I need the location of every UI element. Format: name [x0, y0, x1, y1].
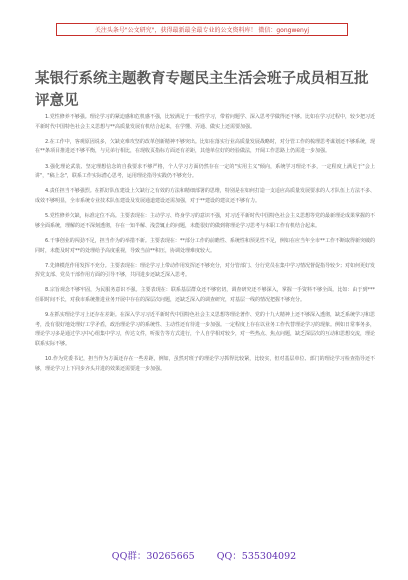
promo-banner-text: 关注头条号"公文研究"，获得最新最全最专业的公文资料库！ 微信：gongwenyj	[94, 27, 310, 34]
paragraph: 1.党性修养不够强。理论学习的紧迫感和危机感不强，比较满足于一般性学习，带着问题学、深入思考学做得还不够。比如在学习过程中，较少把习近平新时代中国特色社会主义思想与**高质量发展有机结合起来，在学懂、弄通、做实上还需要加强。	[35, 114, 375, 130]
paragraph: 10.作为党委书记，担当作为方面还存在一些差距，例如，虽然对班子的理论学习抓得比较紧，比较实，但对基层单位、部门的理论学习检查指导还不够，理论学习上下同步齐头并进的效果还需要进一步加强。	[35, 356, 375, 372]
paragraph: 9.在抓实理论学习上还存在差距。在深入学习习近平新时代中国特色社会主义思想等理论著作、党的十九大精神上还不够深入透彻，缺乏系统学习和思考，没有很好地处理好工学矛盾，政治理论学习的系统性、主动性还有待进一步加强。一定程度上存在以业务工作代替理论学习的现象。例如日常事务多，理论学习多是通过学习中心组集中学习，传达文件，听报告等方式进行，个人自学相对较少，对一些热点、焦点问题，缺乏深层次的互动和思想交流，理论联系实际不够。	[35, 312, 376, 348]
paragraph: 2.在工作中，客观原因说多，欠缺克难攻坚的改革创新精神不够突出。比如在落实行业高质量发展战略时，对分管工作的梳理思考谋划还不够系统，现在**条项目推进还不够平衡，与兄弟行相比，在现收页指标方面还有差距，其他单位好的经验做法，开阔工作思路上仍需进一步加强。	[35, 138, 375, 155]
promo-banner	[56, 23, 348, 36]
paragraph: 7.先锋模范作用发挥不充分。主要表现在：理论学习上带动作用发挥还不够充分，对分管部门、分行党员在集中学习情况督促指导较少；对如何更好发挥党支部、党员干部作用方面的引导不够，共同进步还缺乏深入思考。	[35, 262, 375, 279]
paragraph: 6.干事创业的闯劲不足，担当作为的举措不新。主要表现在：**部分工作的前瞻性、系统性和预见性不足，例如在应当年全市**工作不断取得新突破的同时，未能及时对**的处理给予高度重视，导致当前**积压，协调处理难度较大。	[35, 237, 375, 254]
contact-footer	[0, 548, 408, 562]
paragraph: 5.党性修养欠缺，标准定位不高。主要表现在：主动学习、终身学习的意识不强，对习近平新时代中国特色社会主义思想等党的最新理论成果掌握的不够全面系统，理解的还不深刻透彻，存在一知半解、浅尝辄止的问题，未能很好的做到将理论学习思考与本职工作有机结合起来。	[35, 213, 375, 229]
document-title: 某银行系统主题教育专题民主生活会班子成员相互批评意见	[35, 71, 369, 109]
document-body	[35, 113, 375, 380]
paragraph: 4.责任担当不够强烈。在抓好队伍建设上欠缺行之有效的方法和精细部署的思维，特别是在如何打造一支适应高质量发展要求的人才队伍上方法不多、成效不够明显，全市系统专业技术队伍建设及发展通道建设还需加强，对于**建设的建议还不够有力。	[35, 188, 375, 204]
paragraph: 8.宗旨观念不够牢固，为民服务意识不强。主要表现在：联系基层群众还不够密切，调查研究还不够深入，掌握一手资料不够全面。比如：由于到***任职时间不长，对我市系统推进业务开展中存在的深层次问题，还缺乏深入的调查研究，对基层一线的情况把握不够充分。	[35, 287, 375, 304]
qq-group-text: QQ群：30265665	[111, 551, 195, 562]
paragraph: 3.强化理论武装、坚定理想信念的自我要求不够严格，个人学习方面仍然存在一定的"实用主义"倾向，系统学习理论不多，一定程度上满足于"会上讲"，"稿上念"，联系工作实际潜心思考，运用理论指导实践仍不够充分。	[35, 163, 375, 180]
qq-number-text: QQ：535304092	[216, 551, 297, 562]
